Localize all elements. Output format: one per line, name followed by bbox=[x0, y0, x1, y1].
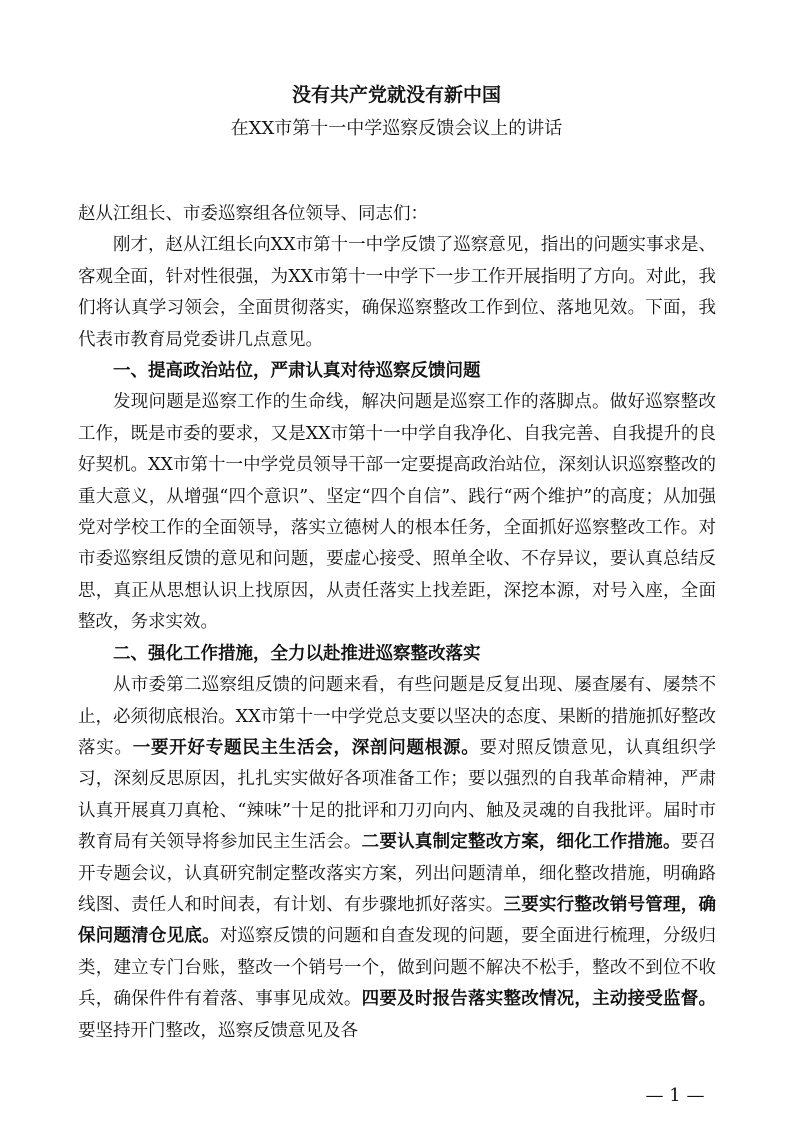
point-3-bold: 三要实行整改销号管理，确保问题清仓见底。 bbox=[78, 894, 716, 947]
point-2-text: 要召开专题会议，认真研究制定整改落实方案，列出问题清单，细化整改措施，明确路线图、责任人和时间表，有计划、有步骤地抓好落实。 bbox=[78, 832, 717, 915]
point-1-bold: 一要开好专题民主生活会，深剖问题根源。 bbox=[132, 737, 480, 758]
section-1-paragraph: 发现问题是巡察工作的生命线，解决问题是巡察工作的落脚点。做好巡察整改工作，既是市委的要求，又是XX市第十一中学自我净化、自我完善、自我提升的良好契机。XX市第十一中学党员领导干部一定要提高政治站位，深刻认识巡察整改的重大意义，从增强“四个意识”、坚定“四个自信”、践行“两个维护”的高度；从加强党对学校工作的全面领导，落实立德树人的根本任务，全面抓好巡察整改工作。对市委巡察组反馈的意见和问题，要虚心接受、照单全收、不存异议，要认真总结反思，真正从思想认识上找原因，从责任落实上找差距，深挖本源，对号入座，全面整改，务求实效。 bbox=[78, 392, 716, 633]
intro-paragraph: 刚才，赵从江组长向XX市第十一中学反馈了巡察意见，指出的问题实事求是、客观全面，针对性很强，为XX市第十一中学下一步工作开展指明了方向。对此，我们将认真学习领会，全面贯彻落实，确保巡察整改工作到位、落地见效。下面，我代表市教育局党委讲几点意见。 bbox=[78, 235, 716, 350]
section-2-heading-text: 二、强化工作措施，全力以赴推进巡察整改落实 bbox=[113, 643, 481, 664]
section-1-heading bbox=[78, 356, 716, 387]
section-1-heading-text: 一、提高政治站位，严肃认真对待巡察反馈问题 bbox=[113, 361, 481, 382]
section-2-heading bbox=[78, 639, 716, 670]
point-2-bold: 二要认真制定整改方案，细化工作措施。 bbox=[361, 832, 681, 853]
point-3-text: 对巡察反馈的问题和自查发现的问题，要全面进行梳理，分级归类，建立专门台账，整改一个销号一个，做到问题不解决不松手，整改不到位不收兵，确保件件有着落、事事见成效。 bbox=[78, 926, 716, 1010]
point-4-bold: 四要及时报告落实整改情况，主动接受监督。 bbox=[361, 989, 716, 1010]
salutation: 赵从江组长、市委巡察组各位领导、同志们： bbox=[78, 204, 428, 224]
document-title: 没有共产党就没有新中国 bbox=[291, 84, 501, 106]
section-2-lead: 从市委第二巡察组反馈的问题来看，有些问题是反复出现、屡查屡有、屡禁不止，必须彻底根治。XX市第十一中学党总支要以坚决的态度、果断的措施抓好整改落实。 bbox=[78, 675, 716, 758]
section-2-paragraph bbox=[78, 670, 716, 1047]
document-body bbox=[78, 199, 716, 1047]
point-4-text: 要坚持开门整改，巡察反馈意见及各 bbox=[78, 1020, 358, 1041]
page-number: — 1 — bbox=[645, 1085, 705, 1106]
document-subtitle: 在XX市第十一中学巡察反馈会议上的讲话 bbox=[230, 118, 563, 139]
point-1-text: 要对照反馈意见，认真组织学习，深刻反思原因，扎扎实实做好各项准备工作；要以强烈的自我革命精神，严肃认真开展真刀真枪、“辣味”十足的批评和刀刃向内、触及灵魂的自我批评。届时市教育局有关领导将参加民主生活会。 bbox=[78, 737, 716, 853]
